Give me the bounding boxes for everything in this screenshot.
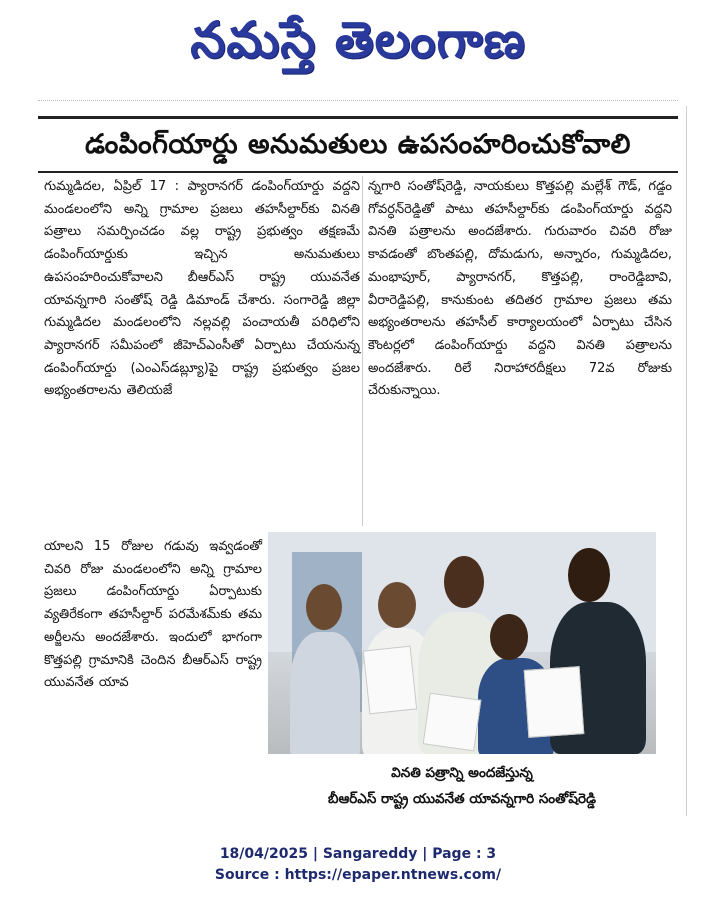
- clipping-top-edge: [38, 100, 678, 109]
- photo-petition-paper-3: [524, 666, 585, 738]
- masthead-title: నమస్తే తెలంగాణ: [190, 11, 526, 69]
- news-photo: [268, 532, 656, 754]
- article-column-2: న్నగారి సంతోష్‌రెడ్డి, నాయకులు కొత్తపల్లి మల్లేశ్ గౌడ్, గడ్డం గోవర్ధన్‌రెడ్డితో పాటు తహసీల్దార్‌కు డంపింగ్‌యార్డు వద్దని వినతి పత్రాలను అందజేశారు. గురువారం చివరి రోజు కావడంతో బొంతపల్లి, దోమడుగు, అన్నారం, గుమ్మడిదల, మంభాపూర్, ప్యారానగర్, కొత్తపల్లి, రాంరెడ్డిబావి, వీరారెడ్డిపల్లి, కానుకుంట తదితర గ్రామాల ప్రజలు తమ అభ్యంతరాలను తహసీల్ కార్యాలయంలో ఏర్పాటు చేసిన కౌంటర్లలో డంపింగ్‌యార్డు వద్దని వినతి పత్రాలను అందజేశారు. రిలే నిరాహారదీక్షలు 72వ రోజుకు చేరుకున్నాయి.: [368, 179, 672, 399]
- article-column-1: గుమ్మడిదల, ఏప్రిల్ 17 : ప్యారానగర్ డంపింగ్‌యార్డు వద్దని మండలంలోని అన్ని గ్రామాల ప్రజలు తహసీల్దార్‌కు వినతి పత్రాలు సమర్పించడం వల్ల రాష్ట్ర ప్రభుత్వం తక్షణమే డంపింగ్‌యార్డుకు ఇచ్చిన అనుమతులు ఉపసంహరించుకోవాలని బీఆర్‌ఎస్ రాష్ట్ర యువనేత యావన్నగారి సంతోష్ రెడ్డి డిమాండ్ చేశారు. సంగారెడ్డి జిల్లా గుమ్మడిదల మండలంలోని నల్లవల్లి పంచాయతీ పరిధిలోని ప్యారానగర్ సమీపంలో జీహెచ్‌ఎంసీతో ఏర్పాటు చేయనున్న డంపింగ్‌యార్డు (ఎంఎస్‌డబ్ల్యూ)పై రాష్ట్ర ప్రభుత్వం ప్రజల అభ్యంతరాలను తెలియజే: [44, 179, 360, 399]
- photo-person-1: [290, 632, 360, 754]
- photo-petition-paper-2: [423, 693, 482, 752]
- adjacent-column-fragment: [698, 130, 716, 800]
- photo-petition-paper-1: [363, 646, 417, 715]
- column-divider: [362, 176, 363, 526]
- photo-head-5: [568, 548, 610, 602]
- article-headline: డంపింగ్‌యార్డు అనుమతులు ఉపసంహరించుకోవాలి: [38, 116, 678, 173]
- photo-head-3: [444, 556, 484, 608]
- photo-head-4: [490, 614, 528, 660]
- photo-head-1: [306, 584, 342, 630]
- caption-line-1: వినతి పత్రాన్ని అందజేస్తున్న: [391, 765, 533, 781]
- footer-source: Source : https://epaper.ntnews.com/: [214, 867, 502, 883]
- footer-edition-info: 18/04/2025 | Sangareddy | Page : 3: [219, 846, 497, 862]
- caption-line-2: బీఆర్‌ఎస్ రాష్ట్ర యువనేత యావన్నగారి సంతోష్‌రెడ్డి: [328, 791, 596, 807]
- photo-head-2: [378, 582, 416, 628]
- photo-caption: [268, 760, 656, 812]
- article-column-1-continued: యాలని 15 రోజుల గడువు ఇవ్వడంతో చివరి రోజు మండలంలోని అన్ని గ్రామాల ప్రజలు డంపింగ్‌యార్డు ఏర్పాటుకు వ్యతిరేకంగా తహసీల్దార్ పరమేశమ్‌కు తమ అర్జీలను అందజేశారు. ఇందులో భాగంగా కొత్తపల్లి గ్రామానికి చెందిన బీఆర్‌ఎస్ రాష్ట్ర యువనేత యావ: [44, 539, 262, 691]
